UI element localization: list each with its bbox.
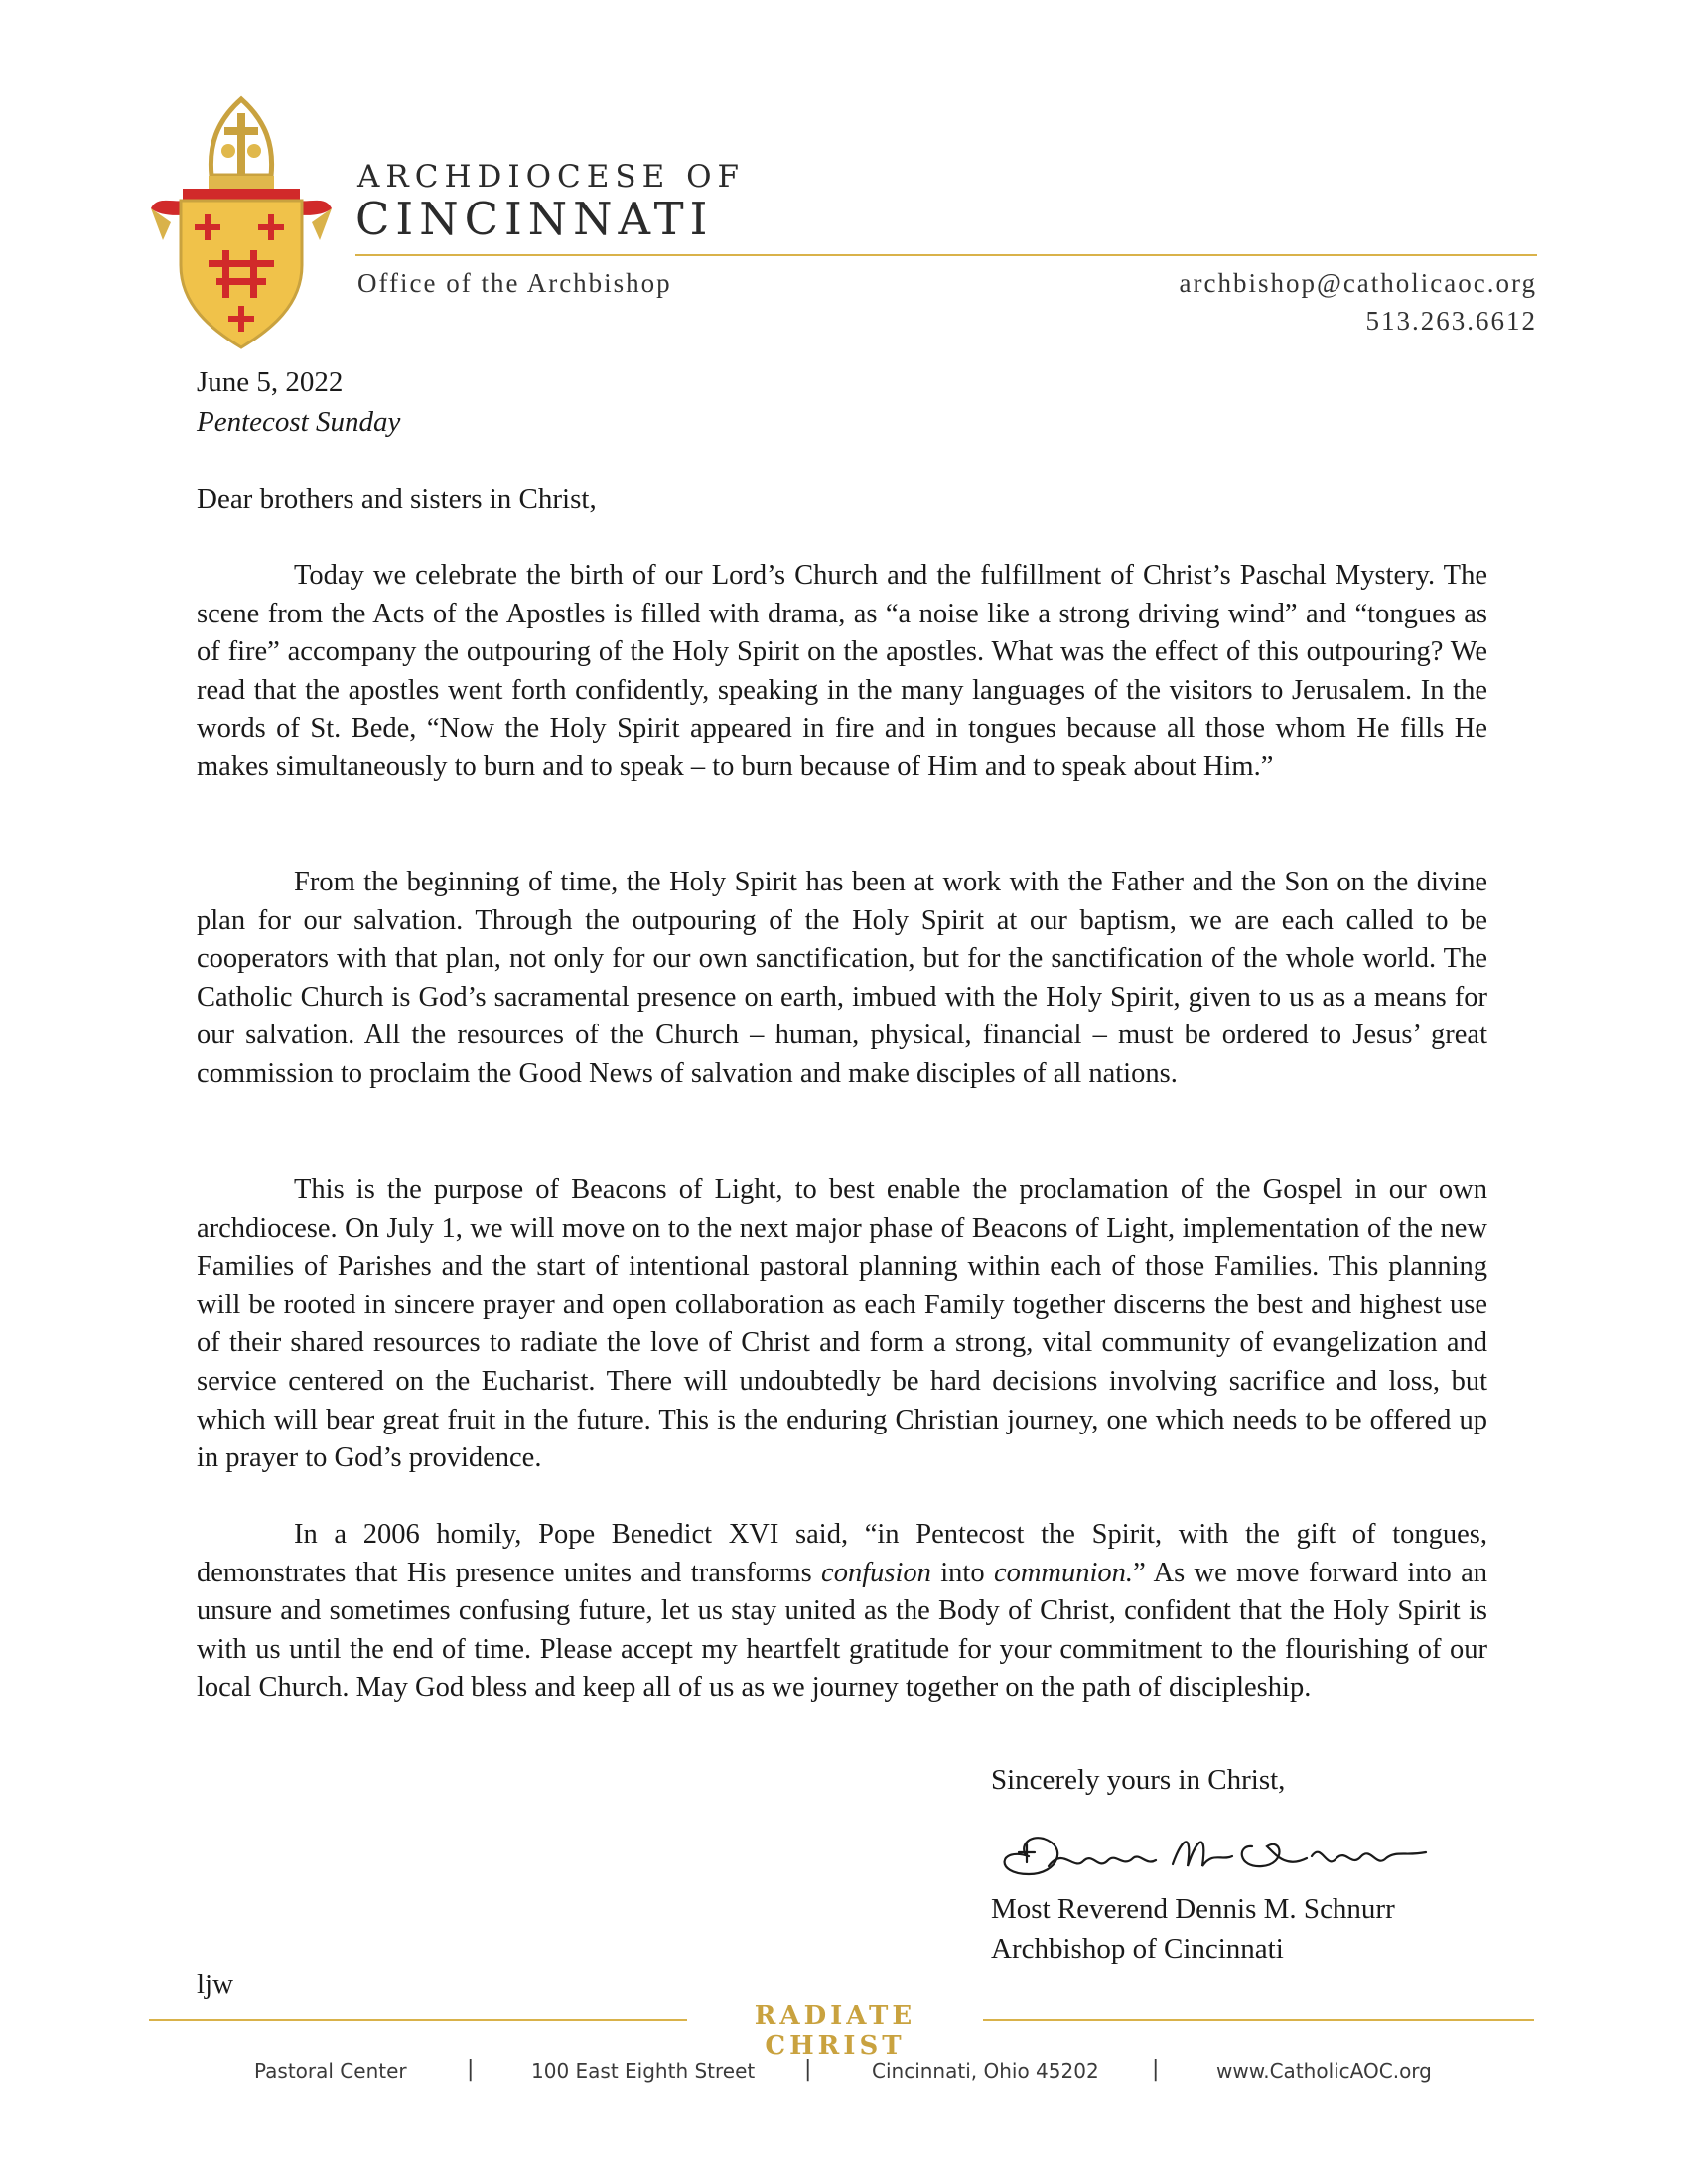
- footer-separator: |: [467, 2057, 475, 2082]
- contact-email[interactable]: archbishop@catholicaoc.org: [1179, 268, 1537, 298]
- footer-pastoral-center: Pastoral Center: [254, 2059, 407, 2083]
- body-paragraph-1: Today we celebrate the birth of our Lord’s Church and the fulfillment of Christ’s Paschal Mystery. The scene from the Acts of the Apostles is filled with drama, as “a noise like a strong driving wind” and “tongues as of fire” accompany the outpouring of the Holy Spirit on the apostles. What was the effect of this outpouring? We read that the apostles went forth confidently, speaking in the many languages of the visitors to Jerusalem. In the words of St. Bede, “Now the Holy Spirit appeared in fire and in tongues because all those whom He fills He makes simultaneously to burn and to speak – to burn because of Him and to speak about Him.”: [197, 560, 1487, 782]
- body-paragraph-3: This is the purpose of Beacons of Light, to best enable the proclamation of the Gospel in our own archdiocese. On July 1, we will move on to the next major phase of Beacons of Light, implementation of the new Families of Parishes and the start of intentional pastoral planning within each of those Families. This planning will be rooted in sincere prayer and open collaboration as each Family together discerns the best and highest use of their shared resources to radiate the love of Christ and form a strong, vital community of evangelization and service centered on the Eucharist. There will undoubtedly be hard decisions involving sacrifice and loss, but which will bear great fruit in the future. This is the enduring Christian journey, one which needs to be offered up in prayer to God’s providence.: [197, 1174, 1487, 1474]
- typist-initials: ljw: [197, 1969, 234, 2000]
- org-name-line2: CINCINNATI: [355, 193, 714, 245]
- p4-emphasis-communion: communion.: [993, 1557, 1134, 1588]
- letter-occasion: Pentecost Sunday: [197, 406, 401, 438]
- p4-text-a: In a 2006 homily, Pope Benedict XVI said, “in Pentecost the Spirit, with the gift of tongues, demonstrates that His presence unites and transforms: [197, 1519, 1487, 1588]
- letter-date: June 5, 2022: [197, 366, 344, 398]
- footer-website-link[interactable]: www.CatholicAOC.org: [1216, 2059, 1432, 2083]
- body-paragraph-2: From the beginning of time, the Holy Spirit has been at work with the Father and the Son on the divine plan for our salvation. Through the outpouring of the Holy Spirit at our baptism, we are each called to be cooperators with that plan, not only for our own sanctification, but for the sanctification of the whole world. The Catholic Church is God’s sacramental presence on earth, imbued with the Holy Spirit, given to us as a means for our salvation. All the resources of the Church – human, physical, financial – must be ordered to Jesus’ great commission to proclaim the Good News of salvation and make disciples of all nations.: [197, 867, 1487, 1089]
- signer-name: Most Reverend Dennis M. Schnurr: [991, 1893, 1395, 1925]
- signature-icon: [989, 1817, 1446, 1886]
- p4-text-b: into: [930, 1557, 994, 1588]
- signer-title: Archbishop of Cincinnati: [991, 1933, 1284, 1965]
- org-name-line1: ARCHDIOCESE OF: [357, 159, 745, 195]
- body-paragraph-4: [197, 1516, 1487, 1707]
- footer-separator: |: [1152, 2057, 1160, 2082]
- header-divider: [355, 254, 1537, 256]
- office-name: Office of the Archbishop: [357, 268, 672, 298]
- footer-street: 100 East Eighth Street: [531, 2059, 756, 2083]
- contact-phone: 513.263.6612: [1365, 306, 1537, 336]
- closing: Sincerely yours in Christ,: [991, 1764, 1286, 1796]
- footer-divider-right: [983, 2019, 1534, 2021]
- footer-separator: |: [804, 2057, 812, 2082]
- p4-emphasis-confusion: confusion: [821, 1557, 931, 1588]
- footer-motto: RADIATE CHRIST: [754, 2001, 916, 2061]
- salutation: Dear brothers and sisters in Christ,: [197, 483, 597, 515]
- archdiocese-crest-icon: [147, 91, 336, 349]
- p4-text-c: ” As we move forward into an unsure and sometimes confusing future, let us stay united as the Body of Christ, confident that the Holy Spirit is with us until the end of time. Please accept my heartfelt gratitude for your commitment to the flourishing of our local Church. May God bless and keep all of us as we journey together on the path of discipleship.: [197, 1557, 1487, 1704]
- footer-divider-left: [149, 2019, 687, 2021]
- footer-city: Cincinnati, Ohio 45202: [872, 2059, 1099, 2083]
